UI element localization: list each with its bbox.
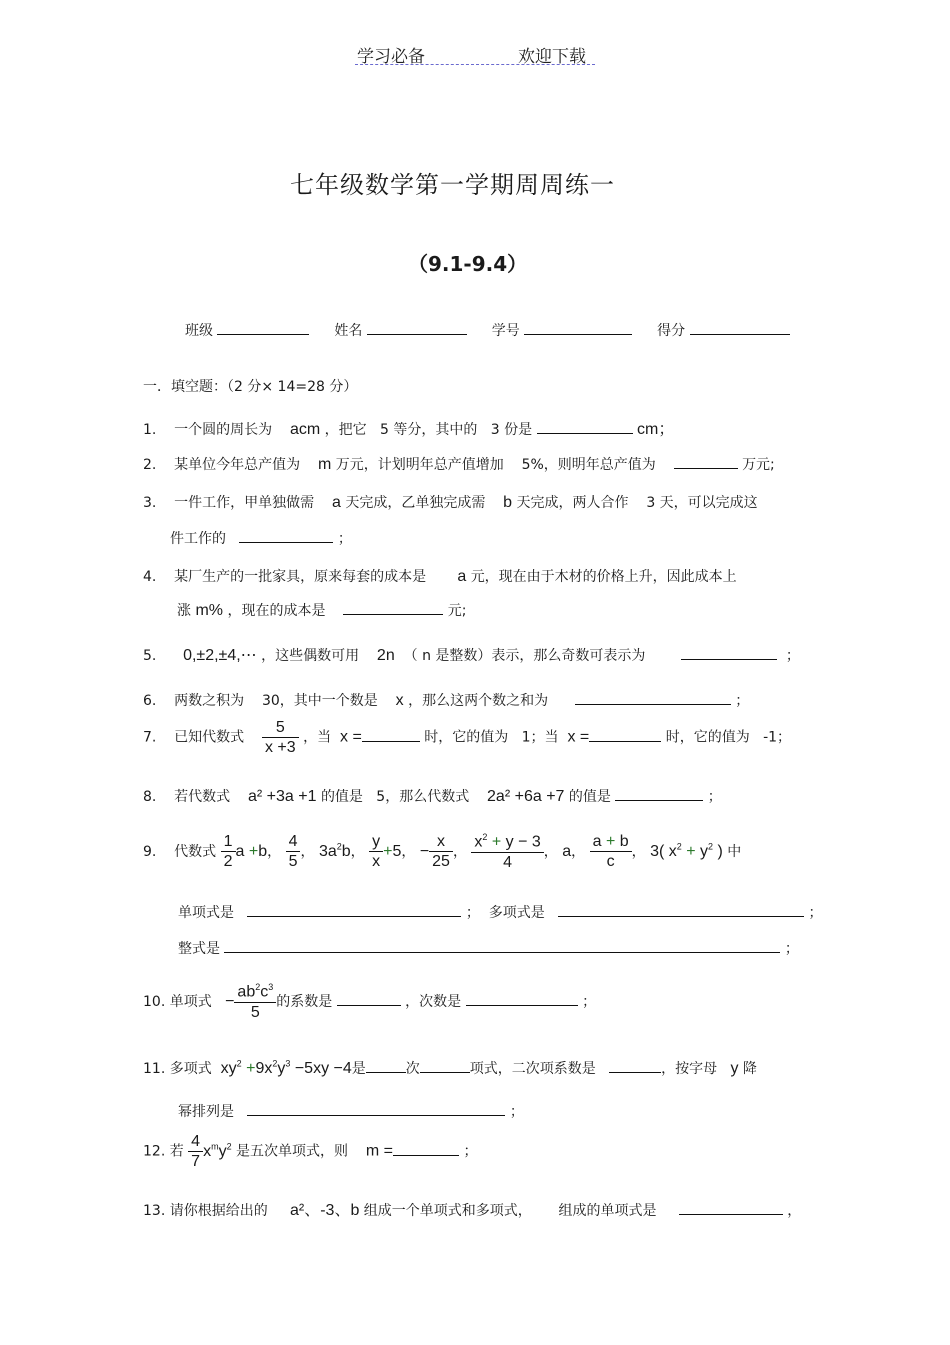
q1-text-e: 3 份是 [490,422,533,438]
q7-text-b: ，当 [303,729,332,746]
header-right: 欢迎下载 [518,47,586,67]
q8-answer-blank[interactable] [615,786,703,801]
q2-text-d: 5%，则明年总产值为 [521,457,656,473]
q11-text-c: 次 [405,1061,420,1077]
number-field[interactable] [524,320,632,335]
q7-math-x2: x = [567,728,590,746]
q5-math-2n: 2n [376,647,395,664]
q13-number: 13. [143,1203,166,1219]
question-9: 9. 代数式 $\frac{1}{2}$ a +b， $\frac{4}{5}$ ， $3a^2b$， $\frac{y}{x}$ +5， − $\frac{x}{25}$ ， $\frac{x^2 + y - 3}{4}$ ， a， $\frac{a + b}{c}$ ， 3( $x^2 + y^2$ ) 中 [143,832,742,871]
q9-expr-3x2y2: 3( $x^2 + y^2$ ) [650,841,723,860]
q9-whole-label: 整式是 [178,941,220,957]
q2-math-m: m [317,456,332,473]
q12-math-m: m = [365,1142,393,1160]
q7-text-g: 时，它的值为 [665,729,750,746]
q11-text-h: 幂排列是 [178,1104,234,1120]
q13-text-e: ， [787,1203,802,1219]
question-5 [143,645,800,665]
q10-degree-blank[interactable] [466,991,578,1006]
question-9-line3 [178,938,799,958]
header-divider [355,64,595,65]
q5-text-e: ； [785,648,800,664]
q8-text-f: 的值是 [568,789,611,805]
question-3 [143,492,758,512]
q4-text-d: 涨 [177,603,191,619]
q9-mono-label: 单项式是 [178,905,234,921]
q8-text-c: 的值是 [320,789,363,805]
q9-mono-blank[interactable] [247,902,461,917]
q7-text-a: 已知代数式 [174,729,245,746]
question-11 [143,1058,757,1078]
q1-text-a: 一个圆的周长为 [174,422,273,438]
q9-poly-blank[interactable] [558,902,804,917]
q8-math-expr1: a² +3a +1 [247,788,317,805]
info-row [185,320,790,340]
q9-expr-3a2b: $3a^2b$ [318,841,351,860]
q7-fraction-numerator: 5 [262,718,299,738]
q6-text-b: 30，其中一个数是 [261,693,378,709]
q7-fraction-denominator: x +3 [264,739,296,757]
q5-text-d: （ n 是整数）表示，那么奇数可表示为 [403,648,646,664]
question-7 [143,718,791,757]
q4-text-g: 元; [447,603,467,619]
q5-number: 5. [143,648,157,664]
question-9-line2 [178,902,823,922]
q9-semi-1: ； [465,905,480,921]
q6-math-x: x [395,692,404,709]
q4-text-f: ，现在的成本是 [227,603,326,619]
q11-math-y: y [730,1060,739,1077]
q1-text-c: ，把它 [324,422,367,438]
q8-number: 8. [143,789,157,805]
question-2 [143,454,775,474]
q6-number: 6. [143,693,157,709]
q12-number: 12. [143,1143,166,1160]
q11-degree-blank[interactable] [366,1058,406,1073]
q5-text-b: ，这些偶数可用 [261,648,360,664]
q10-text-c: ，次数是 [405,993,462,1010]
q1-math-acm: acm [289,421,321,438]
q9-text-end: 中 [727,843,742,860]
question-6 [143,690,749,710]
q9-poly-label: 多项式是 [488,905,545,921]
q6-text-e: ； [735,693,750,709]
q9-expr-four-fifths: $\frac{4}{5}$ [286,832,301,871]
q12-fraction: $\frac{4}{7}$ [188,1132,203,1171]
q2-text-e: 万元; [742,457,775,473]
q6-answer-blank[interactable] [575,690,731,705]
q3-math-a: a [331,494,341,511]
q11-text-b: 是 [351,1061,366,1077]
q5-answer-blank[interactable] [681,645,777,660]
q4-text-c: 元，现在由于木材的价格上升，因此成本上 [470,569,737,585]
q4-math-m: m% [195,602,224,619]
q7-text-h: -1； [763,729,792,746]
q4-answer-blank[interactable] [343,600,443,615]
q8-text-a: 若代数式 [174,789,231,805]
question-4-cont [177,600,466,620]
q7-number: 7. [143,729,157,746]
q9-expr-x25: $\frac{x}{25}$ [429,832,453,871]
q10-text-a: 单项式 [169,993,212,1010]
q11-text-d: 项式，二次项系数是 [469,1061,596,1077]
q3-answer-blank[interactable] [239,528,333,543]
q11-terms-blank[interactable] [420,1058,470,1073]
class-field[interactable] [217,320,309,335]
q3-text-g: 件工作的 [170,531,226,547]
q11-text-g: 降 [742,1061,757,1077]
q4-number: 4. [143,569,157,585]
question-12 [143,1132,477,1171]
q12-text-a: 若 [169,1143,184,1160]
q2-text-c: 万元，计划明年总产值增加 [335,457,504,473]
score-label: 得分 [657,323,686,339]
q3-text-f: 3 天，可以完成这 [646,495,758,511]
question-8 [143,786,722,806]
section-heading: 一．填空题：（2 分× 14=28 分） [143,379,358,395]
q9-expr-apb-c: $\frac{a + b}{c}$ [590,832,632,871]
q3-text-a: 一件工作，甲单独做需 [174,495,315,511]
q9-expr-poly: $\frac{x^2 + y - 3}{4}$ [471,832,543,872]
q3-text-c: 天完成，乙单独完成需 [345,495,486,511]
q4-text-a: 某厂生产的一批家具，原来每套的成本是 [174,569,427,585]
number-label: 学号 [491,323,520,339]
q8-text-d: 5，那么代数式 [376,789,470,805]
q3-math-b: b [503,494,513,511]
q13-text-a: 请你根据给出的 [169,1203,268,1219]
q12-answer-blank[interactable] [393,1141,459,1156]
q13-text-d: 组成的单项式是 [558,1203,657,1219]
q9-text-a: 代数式 [174,843,217,860]
page-title: 七年级数学第一学期周周练一 [290,171,615,199]
q11-number: 11. [143,1061,166,1077]
q8-text-g: ； [707,789,722,805]
header-left: 学习必备 [357,47,425,67]
q10-number: 10. [143,993,166,1010]
question-11-cont [178,1101,524,1121]
q6-text-d: ，那么这两个数之和为 [408,693,549,709]
question-4 [143,566,737,586]
q9-expr-a: a [562,842,572,860]
name-label: 姓名 [334,323,363,339]
q12-text-b: 是五次单项式，则 [236,1143,349,1160]
q11-text-i: ； [509,1104,524,1120]
q7-answer-blank-1[interactable] [362,727,420,742]
q13-text-c: 组成一个单项式和多项式， [363,1203,532,1219]
q1-number: 1. [143,422,157,438]
score-field[interactable] [690,320,790,335]
q6-text-a: 两数之积为 [174,693,245,709]
q4-math-a: a [457,568,467,585]
q3-text-e: 天完成，两人合作 [516,495,629,511]
q11-text-e: ，按字母 [661,1061,718,1077]
q1-text-f: cm； [637,421,675,438]
page-subtitle: （9.1-9.4） [408,252,528,276]
q9-expr-half: $\frac{1}{2}$ [221,832,236,871]
class-label: 班级 [185,323,213,339]
q11-text-a: 多项式 [169,1061,212,1077]
q10-text-d: ； [582,993,597,1010]
q9-number: 9. [143,843,157,860]
q10-coef-blank[interactable] [337,991,401,1006]
q7-text-e: 1；当 [521,729,559,746]
q11-math-poly: $xy^2 +9x^2y^3 -5xy -4$ [220,1058,352,1077]
q7-text-d: 时，它的值为 [424,729,509,746]
q3-text-h: ； [337,531,352,547]
q9-expr-yx: $\frac{y}{x}$ [369,832,383,871]
q2-number: 2. [143,457,157,473]
q9-semi-2: ； [808,905,823,921]
q1-text-d: 5 等分，其中的 [380,422,478,438]
q9-whole-blank[interactable] [224,938,780,953]
question-3-cont [170,528,352,548]
q5-math-sequence: 0,±2,±4,⋯ [183,647,257,664]
question-1 [143,416,674,439]
question-10: 10. 单项式 − $\frac{ab^2c^3}{5}$ 的系数是 ，次数是 ； [143,982,597,1021]
q12-text-d: ； [463,1143,478,1160]
q10-fraction: $\frac{ab^2c^3}{5}$ [234,982,276,1022]
q2-answer-blank[interactable] [674,454,738,469]
q10-text-b: 的系数是 [276,993,333,1010]
q3-number: 3. [143,495,157,511]
q7-fraction [262,718,299,757]
q12-math-xmy2: $x^my^2$ [203,1141,232,1160]
q1-answer-blank[interactable] [537,419,633,434]
q13-answer-blank[interactable] [679,1200,783,1215]
q11-order-blank[interactable] [247,1101,505,1116]
q7-answer-blank-2[interactable] [589,727,661,742]
q9-expr-ab: a +b [235,842,268,860]
q9-semi-3: ； [784,941,799,957]
name-field[interactable] [367,320,467,335]
q2-text-a: 某单位今年总产值为 [174,457,301,473]
question-13 [143,1197,801,1220]
q11-coef-blank[interactable] [609,1058,661,1073]
q7-math-x1: x = [340,728,362,746]
q8-math-expr2: 2a² +6a +7 [487,788,565,805]
q13-math-terms: a²、-3、b [289,1202,360,1219]
